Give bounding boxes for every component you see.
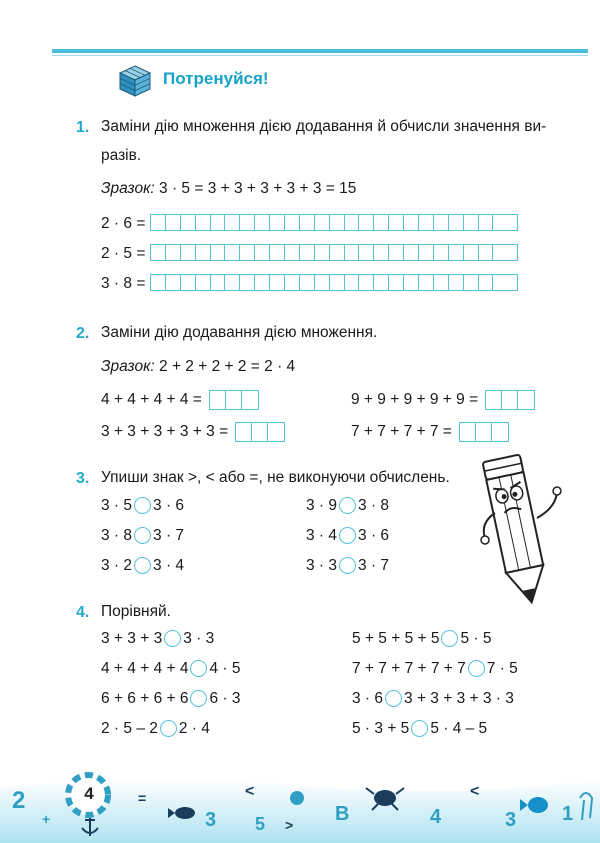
task-2-expression: 9 + 9 + 9 + 9 + 9 = (351, 391, 479, 409)
task-2-sample (101, 358, 295, 376)
task-3-text: Упиши знак >, < або =, не виконуючи обчислень. (101, 469, 450, 486)
footer-glyph: < (245, 783, 255, 800)
grid-cell[interactable] (211, 275, 226, 290)
task-1-sample (101, 180, 356, 198)
comparison-item (101, 660, 241, 678)
task-4-text: Порівняй. (101, 603, 171, 620)
comparison-item (352, 630, 492, 648)
footer-glyph: В (335, 803, 350, 825)
grid-cell[interactable] (255, 245, 270, 260)
expr-right: 3 + 3 + 3 + 3 · 3 (404, 690, 514, 707)
grid-cell[interactable] (300, 275, 315, 290)
sample-label: Зразок: (101, 358, 155, 375)
seastar-icon (290, 791, 304, 805)
sign-circle[interactable] (468, 660, 485, 677)
task-2-expression: 7 + 7 + 7 + 7 = (351, 423, 452, 441)
grid-cell[interactable] (434, 275, 449, 290)
grid-cell[interactable] (345, 275, 360, 290)
answer-grid-row-1[interactable] (150, 214, 518, 231)
grid-cell[interactable] (270, 215, 285, 230)
answer-boxes[interactable] (459, 422, 509, 442)
expr-left: 3 · 8 (101, 527, 133, 544)
pencil-mascot-illustration (475, 448, 565, 613)
grid-cell[interactable] (285, 245, 300, 260)
grid-cell[interactable] (225, 215, 240, 230)
task-2-item (101, 422, 285, 442)
grid-cell[interactable] (359, 275, 374, 290)
grid-cell[interactable] (196, 275, 211, 290)
answer-boxes[interactable] (235, 422, 285, 442)
grid-cell[interactable] (389, 275, 404, 290)
rubik-cube-icon (118, 64, 152, 98)
expr-left: 3 · 2 (101, 557, 133, 574)
expr-left: 2 · 5 – 2 (101, 720, 158, 737)
footer-glyph: = (138, 790, 147, 806)
grid-cell[interactable] (449, 275, 464, 290)
page-number: 4 (84, 784, 94, 803)
grid-cell[interactable] (493, 215, 508, 230)
expr-right: 3 · 7 (358, 557, 390, 574)
comparison-item (101, 690, 241, 708)
task-2-text: Заміни дію додавання дією множення. (101, 324, 378, 341)
grid-cell[interactable] (315, 245, 330, 260)
expr-left: 3 · 3 (306, 557, 338, 574)
expr-right: 3 · 6 (358, 527, 390, 544)
comparison-item (352, 690, 514, 708)
task-1-row-label: 2 · 6 = (101, 215, 146, 232)
grid-cell[interactable] (493, 275, 508, 290)
grid-cell[interactable] (434, 215, 449, 230)
expr-left: 3 · 5 (101, 497, 133, 514)
blue-fish-icon (528, 797, 548, 813)
comparison-item (306, 557, 389, 575)
grid-cell[interactable] (389, 245, 404, 260)
expr-right: 7 · 5 (486, 660, 518, 677)
header-rule (52, 49, 588, 53)
grid-cell[interactable] (315, 275, 330, 290)
header-rule-thin (52, 55, 588, 56)
task-2-expression: 3 + 3 + 3 + 3 + 3 = (101, 423, 229, 441)
grid-cell[interactable] (196, 245, 211, 260)
task-2-expression: 4 + 4 + 4 + 4 = (101, 391, 202, 409)
comparison-item (306, 527, 389, 545)
task-1-text-line2: разів. (101, 147, 142, 164)
footer-glyph: 1 (562, 803, 574, 825)
grid-cell[interactable] (151, 245, 166, 260)
grid-cell[interactable] (359, 245, 374, 260)
grid-cell[interactable] (479, 215, 494, 230)
task-3-number: 3. (76, 470, 90, 487)
grid-cell[interactable] (315, 215, 330, 230)
footer-glyph: 2 (12, 787, 26, 814)
grid-cell[interactable] (225, 245, 240, 260)
footer-glyph: > (285, 817, 294, 833)
grid-cell[interactable] (479, 245, 494, 260)
task-1-row-label: 3 · 8 = (101, 275, 146, 292)
expr-right: 2 · 4 (178, 720, 210, 737)
grid-cell[interactable] (404, 275, 419, 290)
sign-circle[interactable] (134, 497, 151, 514)
comparison-item (101, 630, 214, 648)
expr-left: 5 · 3 + 5 (352, 720, 410, 737)
grid-cell[interactable] (464, 245, 479, 260)
sign-circle[interactable] (339, 497, 356, 514)
grid-cell[interactable] (285, 275, 300, 290)
grid-cell[interactable] (493, 245, 508, 260)
comparison-item (101, 497, 184, 515)
footer-glyph: 4 (430, 806, 442, 828)
grid-cell[interactable] (330, 275, 345, 290)
grid-cell[interactable] (270, 245, 285, 260)
fish-icon (175, 807, 195, 819)
grid-cell[interactable] (419, 215, 434, 230)
expr-right: 3 · 7 (153, 527, 185, 544)
comparison-item (352, 720, 487, 738)
grid-cell[interactable] (330, 215, 345, 230)
expr-right: 3 · 3 (183, 630, 215, 647)
grid-cell[interactable] (240, 275, 255, 290)
grid-cell[interactable] (151, 215, 166, 230)
grid-cell[interactable] (449, 215, 464, 230)
expr-right: 3 · 4 (153, 557, 185, 574)
sample-label: Зразок: (101, 180, 155, 197)
grid-cell[interactable] (285, 215, 300, 230)
grid-cell[interactable] (211, 215, 226, 230)
footer-glyph: 3 (205, 809, 217, 831)
sign-circle[interactable] (190, 690, 207, 707)
grid-cell[interactable] (166, 245, 181, 260)
task-2-number: 2. (76, 325, 90, 342)
grid-cell[interactable] (374, 275, 389, 290)
sign-circle[interactable] (339, 557, 356, 574)
sign-circle[interactable] (190, 660, 207, 677)
task-1-number: 1. (76, 119, 90, 136)
answer-boxes[interactable] (209, 390, 259, 410)
grid-cell[interactable] (166, 275, 181, 290)
expr-left: 3 · 4 (306, 527, 338, 544)
comparison-item (306, 497, 389, 515)
grid-cell[interactable] (374, 245, 389, 260)
grid-cell[interactable] (434, 245, 449, 260)
grid-cell[interactable] (404, 245, 419, 260)
comparison-item (101, 720, 210, 738)
grid-cell[interactable] (211, 245, 226, 260)
footer-glyph: + (42, 811, 51, 827)
expr-left: 3 · 9 (306, 497, 338, 514)
footer-glyph: 5 (255, 814, 266, 834)
expr-left: 6 + 6 + 6 + 6 (101, 690, 189, 707)
expr-right: 4 · 5 (209, 660, 241, 677)
grid-cell[interactable] (419, 275, 434, 290)
expr-left: 3 · 6 (352, 690, 384, 707)
comparison-item (352, 660, 518, 678)
expr-right: 3 · 6 (153, 497, 185, 514)
sample-expression: 2 + 2 + 2 + 2 = 2 · 4 (159, 358, 296, 375)
grid-cell[interactable] (300, 215, 315, 230)
grid-cell[interactable] (240, 245, 255, 260)
grid-cell[interactable] (464, 215, 479, 230)
answer-boxes[interactable] (485, 390, 535, 410)
sign-circle[interactable] (441, 630, 458, 647)
expr-right: 6 · 3 (209, 690, 241, 707)
answer-grid-row-3[interactable] (150, 274, 518, 291)
sign-circle[interactable] (411, 720, 428, 737)
grid-cell[interactable] (359, 215, 374, 230)
grid-cell[interactable] (479, 275, 494, 290)
sign-circle[interactable] (164, 630, 181, 647)
grid-cell[interactable] (196, 215, 211, 230)
comparison-item (101, 557, 184, 575)
grid-cell[interactable] (464, 275, 479, 290)
grid-cell[interactable] (225, 275, 240, 290)
grid-cell[interactable] (389, 215, 404, 230)
grid-cell[interactable] (166, 215, 181, 230)
grid-cell[interactable] (255, 275, 270, 290)
grid-cell[interactable] (345, 215, 360, 230)
task-1-text-line1: Заміни дію множення дією додавання й обчисли значення ви- (101, 118, 547, 135)
grid-cell[interactable] (330, 245, 345, 260)
grid-cell[interactable] (300, 245, 315, 260)
footer-glyph: < (470, 783, 480, 800)
sample-expression: 3 · 5 = 3 + 3 + 3 + 3 + 3 = 15 (159, 180, 357, 197)
grid-cell[interactable] (181, 275, 196, 290)
page-title: Потренуйся! (163, 69, 269, 88)
grid-cell[interactable] (181, 245, 196, 260)
grid-cell[interactable] (255, 215, 270, 230)
grid-cell[interactable] (181, 215, 196, 230)
comparison-item (101, 527, 184, 545)
expr-right: 3 · 8 (358, 497, 390, 514)
task-4-number: 4. (76, 604, 90, 621)
expr-right: 5 · 4 – 5 (430, 720, 488, 737)
task-1-row-label: 2 · 5 = (101, 245, 146, 262)
expr-right: 5 · 5 (460, 630, 492, 647)
grid-cell[interactable] (240, 215, 255, 230)
expr-left: 4 + 4 + 4 + 4 (101, 660, 189, 677)
grid-cell[interactable] (374, 215, 389, 230)
sign-circle[interactable] (134, 527, 151, 544)
task-2-item (351, 422, 509, 442)
sign-circle[interactable] (160, 720, 177, 737)
grid-cell[interactable] (151, 275, 166, 290)
sign-circle[interactable] (385, 690, 402, 707)
grid-cell[interactable] (404, 215, 419, 230)
task-2-item (351, 390, 535, 410)
answer-grid-row-2[interactable] (150, 244, 518, 261)
expr-left: 3 + 3 + 3 (101, 630, 163, 647)
task-2-item (101, 390, 259, 410)
expr-left: 5 + 5 + 5 + 5 (352, 630, 440, 647)
footer-glyph: 3 (505, 809, 517, 831)
sign-circle[interactable] (134, 557, 151, 574)
grid-cell[interactable] (419, 245, 434, 260)
sign-circle[interactable] (339, 527, 356, 544)
expr-left: 7 + 7 + 7 + 7 + 7 (352, 660, 466, 677)
grid-cell[interactable] (345, 245, 360, 260)
grid-cell[interactable] (449, 245, 464, 260)
grid-cell[interactable] (270, 275, 285, 290)
